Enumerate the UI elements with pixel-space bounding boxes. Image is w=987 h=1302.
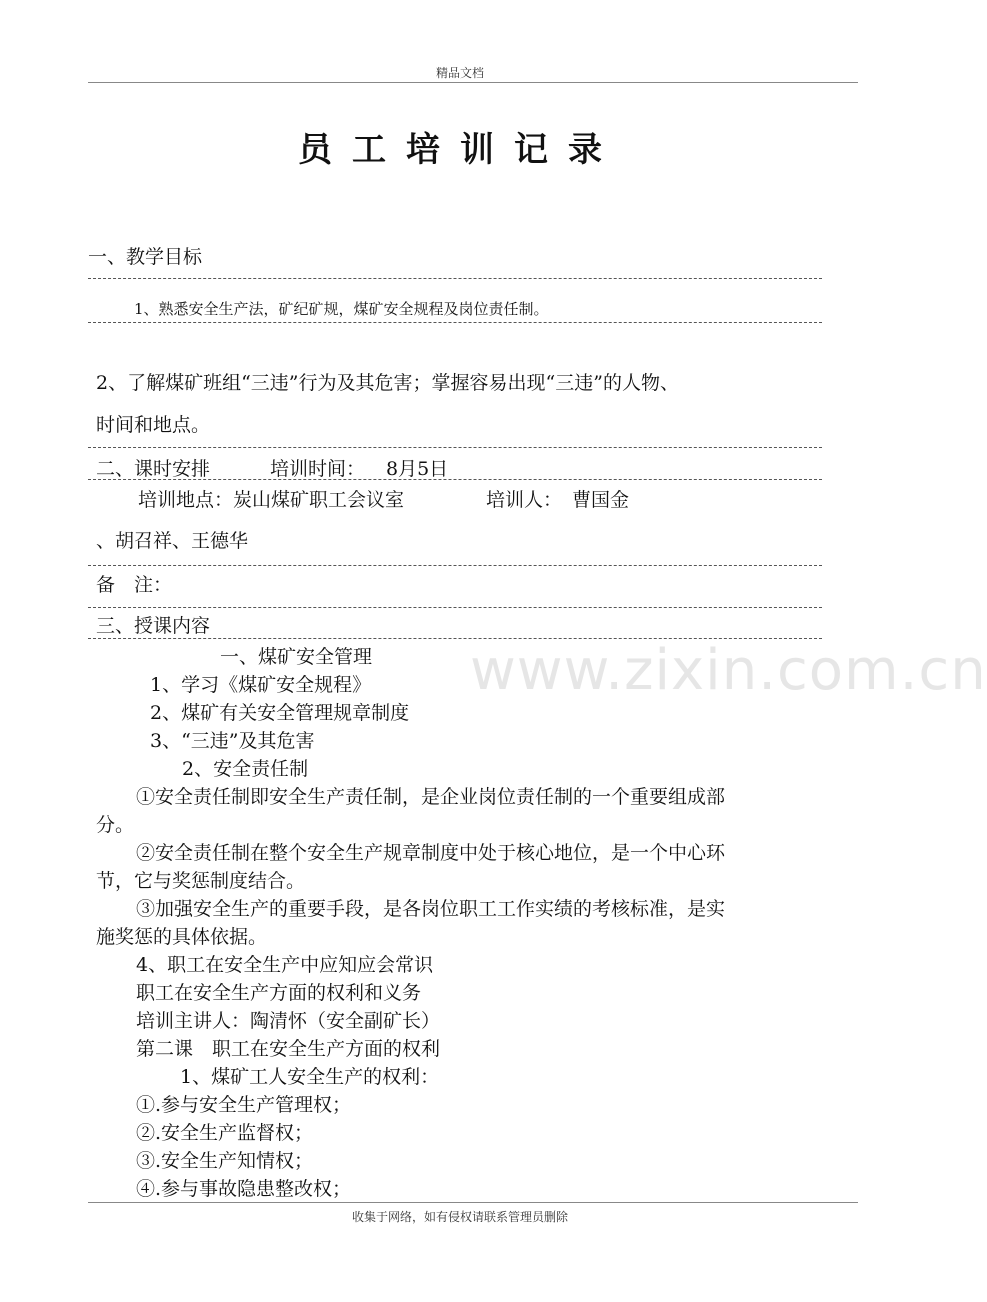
divider [88,479,822,480]
content-line: 职工在安全生产方面的权利和义务 [136,982,422,1004]
trainer-continued: 、胡召祥、王德华 [96,530,249,552]
training-time-value: 8月5日 [386,458,449,480]
content-line: 1、煤矿工人安全生产的权利： [180,1066,440,1088]
divider [88,638,822,639]
section-1-heading: 一、教学目标 [88,246,203,268]
section-2-heading: 二、课时安排 [96,458,211,480]
trainer-label: 培训人： [486,489,563,511]
divider [88,607,822,608]
divider [88,278,822,279]
objective-2-line-1: 2、了解煤矿班组“三违”行为及其危害；掌握容易出现“三违”的人物、 [96,372,679,394]
content-line: 节，它与奖惩制度结合。 [96,870,306,892]
content-line: 培训主讲人：陶清怀（安全副矿长） [136,1010,441,1032]
content-line: 2、安全责任制 [182,758,309,780]
divider [88,322,822,323]
content-line: 第二课 职工在安全生产方面的权利 [136,1038,441,1060]
content-line: 1、学习《煤矿安全规程》 [150,674,372,696]
watermark: www.zixin.com.cn [470,638,987,703]
content-line: ②.安全生产监督权； [136,1122,314,1144]
content-line: 3、“三违”及其危害 [150,730,315,752]
content-line: 4、职工在安全生产中应知应会常识 [136,954,434,976]
content-line: ②安全责任制在整个安全生产规章制度中处于核心地位，是一个中心环 [136,842,726,864]
objective-2-line-2: 时间和地点。 [96,414,211,436]
remarks: 备 注： [96,574,173,596]
divider [88,447,822,448]
content-line: 施奖惩的具体依据。 [96,926,268,948]
content-line: ①安全责任制即安全生产责任制，是企业岗位责任制的一个重要组成部 [136,786,726,808]
objective-1: 1、熟悉安全生产法，矿纪矿规，煤矿安全规程及岗位责任制。 [134,300,549,318]
content-line: 分。 [96,814,135,836]
trainer-value: 曹国金 [572,489,630,511]
footer-rule [88,1202,858,1203]
section-3-heading: 三、授课内容 [96,615,211,637]
training-place: 培训地点：炭山煤矿职工会议室 [138,489,405,511]
content-line: ③加强安全生产的重要手段，是各岗位职工工作实绩的考核标准，是实 [136,898,726,920]
content-line: ③.安全生产知情权； [136,1150,314,1172]
content-line: ①.参与安全生产管理权； [136,1094,352,1116]
training-time-label: 培训时间： [270,458,366,480]
divider [88,565,822,566]
content-line: ④.参与事故隐患整改权； [136,1178,352,1200]
document-title: 员工培训记录 [298,130,622,170]
header-rule [88,82,858,83]
page-footer: 收集于网络，如有侵权请联系管理员删除 [351,1210,568,1224]
page-header: 精品文档 [435,66,484,80]
content-line: 一、煤矿安全管理 [220,646,373,668]
content-line: 2、煤矿有关安全管理规章制度 [150,702,410,724]
